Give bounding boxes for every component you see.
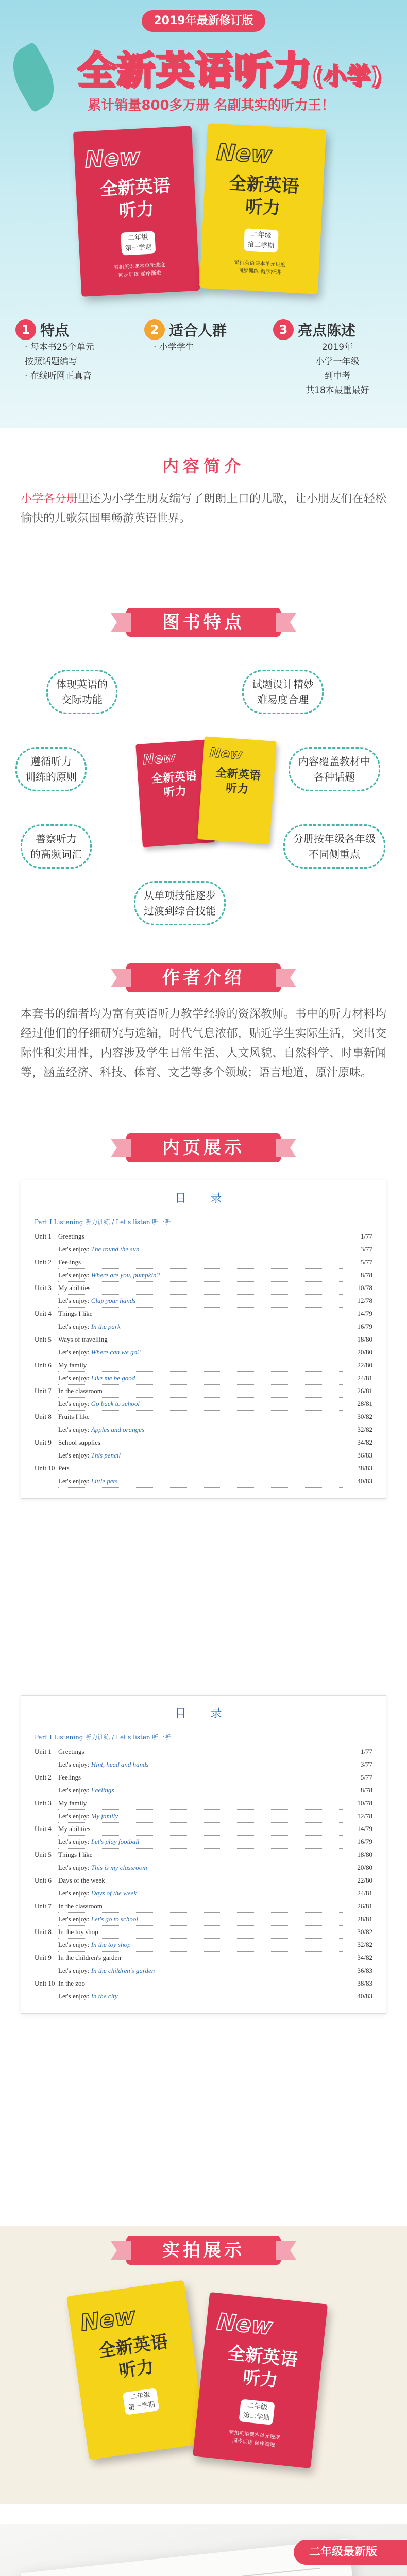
toc-unit: [35, 1887, 58, 1900]
toc-page-number: 36/83: [357, 1967, 372, 1974]
toc-page-number: 16/79: [357, 1838, 372, 1845]
toc-page-number: 24/81: [357, 1374, 372, 1382]
book-name-line1: 全新英语: [99, 175, 171, 200]
book-name: [76, 173, 196, 225]
toc-unit: Unit 2: [35, 1258, 52, 1266]
highlight-2-head: [144, 319, 273, 340]
toc-row: [35, 1810, 372, 1823]
toc-row: [35, 1900, 372, 1913]
toc-page-number: 24/81: [357, 1889, 372, 1897]
toc-row: [35, 1784, 372, 1797]
toc-row: [35, 1359, 372, 1372]
toc-unit: [35, 1836, 58, 1849]
feature-bubble: 分册按年级各年级 不同侧重点: [283, 824, 385, 869]
book-name-line2: 听力: [118, 199, 155, 222]
feature-bubble: 从单项技能逐步 过渡到综合技能: [134, 881, 226, 925]
toc-title: 目 录: [35, 1190, 372, 1211]
hero-banner: [0, 0, 407, 428]
toc-title-cell: Let's enjoy: Days of the week: [58, 1887, 343, 1900]
toc-title-cell: Let's enjoy: Where can we go?: [58, 1346, 343, 1359]
mini-book-title: [200, 765, 275, 799]
physical-heading: 实拍展示: [126, 2236, 281, 2265]
toc-page-number: 28/81: [357, 1915, 372, 1923]
toc-title-cell: Let's enjoy: In the park: [58, 1320, 343, 1333]
toc-row: [35, 1836, 372, 1849]
toc-title-cell: Let's enjoy: In the children's garden: [58, 1964, 343, 1977]
intro-highlight: 小学各分册: [21, 493, 78, 505]
toc-row: [35, 1771, 372, 1784]
toc-row: [35, 1990, 372, 2003]
book-name-line1: 全新英语: [228, 173, 300, 197]
toc-unit: Unit 9: [35, 1954, 52, 1961]
toc-title-cell: In the classroom: [58, 1385, 343, 1398]
highlight-3-title: 亮点陈述: [298, 322, 356, 339]
toc-title-cell: My abilities: [58, 1282, 343, 1295]
inner-page-photo-1: [0, 2524, 407, 2576]
book-name-line1: 全新英语: [97, 2331, 169, 2362]
toc-title-cell: In the classroom: [58, 1900, 343, 1913]
photo-book-yellow: [66, 2280, 207, 2460]
book-name-line1: 全新英语: [227, 2343, 299, 2371]
book-new-word: New: [84, 144, 141, 174]
toc-unit: Unit 6: [35, 1361, 52, 1369]
toc-page-number: 14/79: [357, 1310, 372, 1317]
toc-row: [35, 1295, 372, 1308]
toc-unit: Unit 8: [35, 1928, 52, 1936]
toc-unit: [35, 1990, 58, 2003]
toc-row: [35, 1849, 372, 1861]
toc-title-cell: Let's enjoy: Where are you, pumpkin?: [58, 1269, 343, 1282]
toc-page-number: 22/80: [357, 1361, 372, 1369]
feature-bubble: 遵循听力 训练的原则: [15, 747, 87, 791]
toc-row: [35, 1308, 372, 1320]
mini-book-new: New: [142, 750, 176, 768]
features-diagram: [0, 654, 407, 943]
toc-title-cell: My abilities: [58, 1823, 343, 1836]
toc-page-number: 32/82: [357, 1941, 372, 1948]
toc-row: [35, 1385, 372, 1398]
toc-unit: Unit 10: [35, 1464, 55, 1472]
toc-row: [35, 1475, 372, 1488]
toc-title-cell: Fruits I like: [58, 1411, 343, 1423]
highlight-2-number: 2: [144, 319, 165, 340]
toc-title: 目 录: [35, 1705, 372, 1726]
toc-title-cell: My family: [58, 1797, 343, 1810]
toc-title-cell: Let's enjoy: This is my classroom: [58, 1861, 343, 1874]
toc-page-number: 32/82: [357, 1426, 372, 1433]
toc-row: [35, 1861, 372, 1874]
toc-page-number: 3/77: [360, 1760, 372, 1768]
toc-row: [35, 1269, 372, 1282]
toc-rows: [35, 1745, 372, 2003]
intro-heading: 内容简介: [162, 456, 245, 476]
toc-unit: [35, 1423, 58, 1436]
features-heading: 图书特点: [126, 608, 281, 637]
toc-unit: [35, 1398, 58, 1411]
highlight-3-line: 2019年: [321, 342, 353, 352]
toc-title-cell: My family: [58, 1359, 343, 1372]
hero-title: [77, 40, 383, 95]
toc-title-cell: In the zoo: [58, 1977, 343, 1990]
book-name: [203, 171, 324, 222]
toc-title-cell: Let's enjoy: Hint, head and hands: [58, 1758, 343, 1771]
toc-page-1: [21, 1180, 386, 1499]
toc-page-number: 38/83: [357, 1979, 372, 1987]
mini-book-line2: 听力: [225, 782, 249, 796]
toc-subtitle: Part I Listening 听力训练 / Let's listen 听一听: [35, 1734, 171, 1741]
toc-row: [35, 1797, 372, 1810]
toc-subtitle: Part I Listening 听力训练 / Let's listen 听一听: [35, 1218, 171, 1226]
toc-rows: [35, 1230, 372, 1488]
book-name-line2: 听力: [245, 196, 281, 219]
author-paragraph: 本套书的编者均为富有英语听力教学经验的资深教师。书中的听力材料均经过他们的仔细研究与选编，时代气息浓郁，贴近学生实际生活，突出交际性和实用性，内容涉及学生日常生活、人文风貌、自然科学、时事新闻等，涵盖经济、科技、体育、文艺等多个领域；语言地道，原汁原味。: [21, 1008, 386, 1079]
toc-page-number: 1/77: [360, 1748, 372, 1755]
highlight-1-number: 1: [15, 319, 36, 340]
intro-paragraph: [21, 489, 386, 529]
toc-title-cell: Greetings: [58, 1745, 343, 1758]
toc-page-2: [21, 1695, 386, 2014]
highlight-1-line: · 每本书25个单元: [25, 342, 94, 352]
book-footer-text: 紧扣英语课本单元进度 同步训练 循序渐进: [228, 2430, 281, 2448]
toc-unit: [35, 1449, 58, 1462]
toc-row: [35, 1243, 372, 1256]
toc-page-number: 30/82: [357, 1928, 372, 1936]
toc-unit: [35, 1320, 58, 1333]
feature-bubble: 试题设计精妙 难易度合理: [242, 670, 324, 714]
toc-page-number: 5/77: [360, 1773, 372, 1781]
toc-page-number: 36/83: [357, 1451, 372, 1459]
highlight-1-line: · 在线听网正真音: [25, 371, 92, 381]
toc-unit: [35, 1475, 58, 1488]
highlight-2: [144, 319, 273, 354]
highlight-1-title: 特点: [40, 322, 70, 339]
highlight-2-line: · 小学学生: [154, 342, 194, 352]
book-new-word: New: [215, 2308, 274, 2341]
toc-page-number: 10/78: [357, 1284, 372, 1292]
book-grade-label: 二年级 第一学期: [123, 2388, 159, 2415]
toc-page-number: 22/80: [357, 1876, 372, 1884]
toc-title-cell: Let's enjoy: Like me be good: [58, 1372, 343, 1385]
toc-unit: [35, 1810, 58, 1823]
toc-title-cell: Let's enjoy: Clap your hands: [58, 1295, 343, 1308]
toc-unit: Unit 5: [35, 1335, 52, 1343]
toc-title-cell: Greetings: [58, 1230, 343, 1243]
mini-book-line1: 全新英语: [151, 770, 197, 786]
toc-title-cell: Let's enjoy: Let's go to school: [58, 1913, 343, 1926]
toc-title-cell: Things I like: [58, 1308, 343, 1320]
toc-title-cell: Let's enjoy: Feelings: [58, 1784, 343, 1797]
author-heading: 作者介绍: [126, 963, 281, 992]
toc-page-number: 1/77: [360, 1232, 372, 1240]
toc-unit: [35, 1758, 58, 1771]
toc-unit: Unit 4: [35, 1310, 52, 1317]
toc-unit: Unit 6: [35, 1876, 52, 1884]
toc-unit: Unit 1: [35, 1748, 52, 1755]
hero-title-main: 全新英语听力: [77, 48, 312, 93]
toc-title-cell: Pets: [58, 1462, 343, 1475]
toc-unit: Unit 2: [35, 1773, 52, 1781]
toc-title-cell: Things I like: [58, 1849, 343, 1861]
toc-heading: 内页展示: [126, 1133, 281, 1162]
toc-page-number: 18/80: [357, 1851, 372, 1858]
book-cover-yellow: [199, 123, 326, 294]
mini-book-new: New: [209, 745, 243, 763]
toc-page-number: 14/79: [357, 1825, 372, 1833]
toc-title-cell: Feelings: [58, 1256, 343, 1269]
highlight-1: [15, 319, 144, 383]
toc-title-cell: Let's enjoy: Let's play football: [58, 1836, 343, 1849]
grade-tag: 二年级最新版: [294, 2540, 407, 2565]
toc-row: [35, 1372, 372, 1385]
features-book-pair: [129, 732, 278, 860]
toc-page-number: 16/79: [357, 1323, 372, 1330]
book-name-line2: 听力: [242, 2367, 279, 2392]
toc-page-number: 8/78: [360, 1786, 372, 1794]
toc-page-number: 8/78: [360, 1271, 372, 1279]
toc-title-cell: Let's enjoy: Little pets: [58, 1475, 343, 1488]
toc-row: [35, 1964, 372, 1977]
hero-subtitle: 累计销量800多万册 名副其实的听力王！: [88, 98, 335, 113]
toc-unit: [35, 1913, 58, 1926]
toc-page-number: 28/81: [357, 1400, 372, 1408]
toc-unit: [35, 1243, 58, 1256]
toc-title-cell: School supplies: [58, 1436, 343, 1449]
highlight-1-line: 按照话题编写: [25, 357, 77, 367]
highlight-3-number: 3: [273, 319, 294, 340]
toc-row: [35, 1926, 372, 1939]
toc-row: [35, 1449, 372, 1462]
feature-bubble: 体现英语的 交际功能: [46, 670, 117, 714]
toc-unit: [35, 1372, 58, 1385]
book-grade-label: 二年级 第二学期: [244, 228, 279, 252]
toc-unit: Unit 3: [35, 1284, 52, 1292]
feature-bubble: 善察听力 的高频词汇: [21, 824, 92, 869]
toc-unit: [35, 1346, 58, 1359]
toc-row: [35, 1333, 372, 1346]
book-new-word: New: [78, 2302, 138, 2336]
toc-unit: Unit 10: [35, 1979, 55, 1987]
toc-row: [35, 1256, 372, 1269]
toc-unit: [35, 1964, 58, 1977]
book-name: [73, 2327, 197, 2388]
mini-book-yellow: [197, 736, 277, 844]
physical-photo-section: [0, 2226, 407, 2504]
toc-unit: Unit 7: [35, 1902, 52, 1910]
toc-title-cell: Days of the week: [58, 1874, 343, 1887]
mini-book-line1: 全新英语: [215, 767, 261, 783]
toc-row: [35, 1398, 372, 1411]
hero-title-suffix: (小学): [312, 63, 383, 89]
toc-title-cell: Let's enjoy: Go back to school: [58, 1398, 343, 1411]
intro-text: 里还为小学生朋友编写了朗朗上口的儿歌，让小朋友们在轻松愉快的儿歌氛围里畅游英语世界。: [21, 493, 386, 525]
toc-unit: Unit 7: [35, 1387, 52, 1395]
toc-unit: [35, 1295, 58, 1308]
toc-page-number: 34/82: [357, 1954, 372, 1961]
toc-title-cell: Let's enjoy: In the toy shop: [58, 1939, 343, 1952]
toc-row: [35, 1436, 372, 1449]
toc-title-cell: In the toy shop: [58, 1926, 343, 1939]
toc-title-cell: Let's enjoy: Apples and oranges: [58, 1423, 343, 1436]
book-new-word: New: [216, 139, 273, 168]
toc-unit: Unit 5: [35, 1851, 52, 1858]
toc-page-number: 40/83: [357, 1992, 372, 2000]
toc-row: [35, 1977, 372, 1990]
highlight-3-line: 到中考: [324, 371, 351, 381]
book-footer-text: 紧扣英语课本单元进度 同步训练 循序渐进: [234, 260, 286, 276]
highlight-1-head: [15, 319, 144, 340]
book-name: [200, 2339, 323, 2397]
toc-page-number: 12/78: [357, 1812, 372, 1820]
toc-unit: [35, 1939, 58, 1952]
toc-row: [35, 1823, 372, 1836]
toc-row: [35, 1874, 372, 1887]
toc-unit: [35, 1269, 58, 1282]
toc-row: [35, 1952, 372, 1964]
toc-row: [35, 1758, 372, 1771]
toc-page-number: 5/77: [360, 1258, 372, 1266]
toc-title-cell: Ways of travelling: [58, 1333, 343, 1346]
toc-unit: Unit 3: [35, 1799, 52, 1807]
toc-unit: Unit 8: [35, 1413, 52, 1420]
toc-row: [35, 1411, 372, 1423]
toc-page-number: 20/80: [357, 1348, 372, 1356]
book-cover-red: [73, 126, 200, 297]
toc-page-number: 34/82: [357, 1438, 372, 1446]
toc-row: [35, 1939, 372, 1952]
mini-book-line2: 听力: [163, 785, 187, 800]
toc-row: [35, 1320, 372, 1333]
book-footer-text: 紧扣英语课本单元进度 同步训练 循序渐进: [113, 262, 165, 279]
toc-unit: Unit 9: [35, 1438, 52, 1446]
highlight-3-head: [273, 319, 402, 340]
toc-page-number: 26/81: [357, 1387, 372, 1395]
leaf-decoration-icon: [3, 42, 65, 113]
highlight-2-title: 适合人群: [169, 322, 227, 339]
toc-page-number: 30/82: [357, 1413, 372, 1420]
highlight-3: [273, 319, 402, 398]
book-grade-label: 二年级 第一学期: [121, 231, 156, 255]
toc-row: [35, 1282, 372, 1295]
highlight-3-line: 小学一年级: [315, 357, 360, 367]
toc-page-number: 20/80: [357, 1863, 372, 1871]
toc-page-number: 38/83: [357, 1464, 372, 1472]
toc-row: [35, 1423, 372, 1436]
highlight-3-line: 共18本最重最好: [306, 385, 369, 396]
toc-unit: Unit 1: [35, 1232, 52, 1240]
toc-page-number: 18/80: [357, 1335, 372, 1343]
edition-badge: 2019年最新修订版: [142, 10, 265, 32]
toc-title-cell: Let's enjoy: In the city: [58, 1990, 343, 2003]
book-grade-label: 二年级 第二学期: [239, 2399, 275, 2425]
toc-unit: [35, 1861, 58, 1874]
toc-row: [35, 1887, 372, 1900]
toc-row: [35, 1346, 372, 1359]
toc-title-cell: Let's enjoy: This pencil: [58, 1449, 343, 1462]
toc-page-number: 40/83: [357, 1477, 372, 1485]
toc-row: [35, 1913, 372, 1926]
toc-page-number: 10/78: [357, 1799, 372, 1807]
toc-row: [35, 1745, 372, 1758]
toc-title-cell: Let's enjoy: My family: [58, 1810, 343, 1823]
photo-book-red: [193, 2292, 328, 2468]
toc-unit: [35, 1784, 58, 1797]
toc-title-cell: Feelings: [58, 1771, 343, 1784]
toc-page-number: 26/81: [357, 1902, 372, 1910]
toc-title-cell: In the children's garden: [58, 1952, 343, 1964]
toc-title-cell: Let's enjoy: The round the sun: [58, 1243, 343, 1256]
toc-row: [35, 1230, 372, 1243]
feature-bubble: 内容覆盖教材中 各种话题: [289, 747, 380, 791]
toc-page-number: 3/77: [360, 1245, 372, 1253]
toc-unit: Unit 4: [35, 1825, 52, 1833]
toc-page-number: 12/78: [357, 1297, 372, 1304]
book-name-line2: 听力: [117, 2356, 156, 2382]
toc-row: [35, 1462, 372, 1475]
